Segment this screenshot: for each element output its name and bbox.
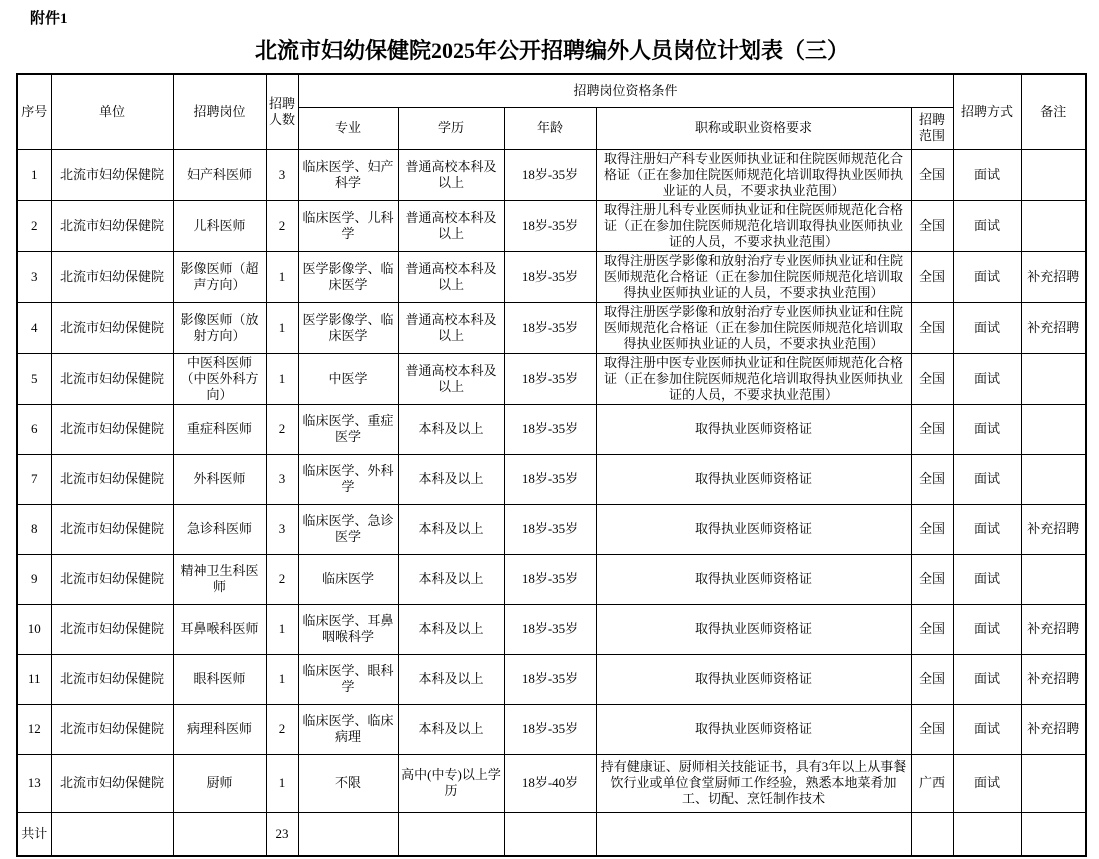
cell-remark: 补充招聘 [1021,654,1086,704]
cell-count: 3 [266,504,298,554]
cell-education: 本科及以上 [398,454,504,504]
cell-remark: 补充招聘 [1021,302,1086,353]
cell-major: 临床医学、外科学 [298,454,398,504]
table-row [17,604,1086,654]
cell-method: 面试 [953,454,1021,504]
cell-scope: 全国 [911,704,953,754]
header-qualification-group: 招聘岗位资格条件 [298,74,953,107]
cell-count: 3 [266,454,298,504]
total-row [17,812,1086,856]
cell-scope: 全国 [911,454,953,504]
cell-position: 外科医师 [173,454,266,504]
cell-scope: 全国 [911,654,953,704]
cell-age: 18岁-35岁 [504,504,596,554]
header-remark: 备注 [1021,74,1086,149]
cell-count: 2 [266,704,298,754]
cell-no: 2 [17,200,51,251]
cell-unit: 北流市妇幼保健院 [51,654,173,704]
cell-remark [1021,454,1086,504]
cell-scope: 全国 [911,353,953,404]
recruitment-plan-table [16,73,1087,857]
cell-method: 面试 [953,302,1021,353]
header-education: 学历 [398,107,504,149]
header-qualification: 职称或职业资格要求 [596,107,911,149]
cell-major: 中医学 [298,353,398,404]
cell-unit: 北流市妇幼保健院 [51,704,173,754]
header-unit: 单位 [51,74,173,149]
cell-unit: 北流市妇幼保健院 [51,504,173,554]
attachment-label: 附件1 [30,11,68,27]
total-method-empty [953,812,1021,856]
cell-major: 临床医学、临床病理 [298,704,398,754]
header-scope: 招聘范围 [911,107,953,149]
cell-qualification: 取得执业医师资格证 [596,454,911,504]
cell-scope: 广西 [911,754,953,812]
cell-qualification: 取得注册妇产科专业医师执业证和住院医师规范化合格证（正在参加住院医师规范化培训取得执业医师执业证的人员，不要求执业范围） [596,149,911,200]
table-row [17,251,1086,302]
cell-position: 儿科医师 [173,200,266,251]
cell-position: 厨师 [173,754,266,812]
cell-position: 眼科医师 [173,654,266,704]
cell-remark: 补充招聘 [1021,251,1086,302]
cell-major: 临床医学、急诊医学 [298,504,398,554]
cell-age: 18岁-35岁 [504,353,596,404]
total-count: 23 [266,812,298,856]
cell-position: 影像医师（放射方向） [173,302,266,353]
cell-qualification: 取得注册医学影像和放射治疗专业医师执业证和住院医师规范化合格证（正在参加住院医师规范化培训取得执业医师执业证的人员，不要求执业范围） [596,251,911,302]
cell-count: 1 [266,251,298,302]
cell-age: 18岁-35岁 [504,704,596,754]
header-method: 招聘方式 [953,74,1021,149]
total-major-empty [298,812,398,856]
cell-remark [1021,404,1086,454]
table-row [17,704,1086,754]
header-major: 专业 [298,107,398,149]
cell-no: 1 [17,149,51,200]
cell-scope: 全国 [911,504,953,554]
total-education-empty [398,812,504,856]
cell-position: 中医科医师（中医外科方向） [173,353,266,404]
cell-qualification: 取得注册医学影像和放射治疗专业医师执业证和住院医师规范化合格证（正在参加住院医师规范化培训取得执业医师执业证的人员，不要求执业范围） [596,302,911,353]
cell-position: 急诊科医师 [173,504,266,554]
cell-age: 18岁-35岁 [504,404,596,454]
cell-remark [1021,149,1086,200]
cell-method: 面试 [953,251,1021,302]
cell-no: 6 [17,404,51,454]
cell-position: 病理科医师 [173,704,266,754]
cell-age: 18岁-35岁 [504,251,596,302]
cell-unit: 北流市妇幼保健院 [51,554,173,604]
cell-qualification: 持有健康证、厨师相关技能证书，具有3年以上从事餐饮行业或单位食堂厨师工作经验，熟悉本地菜肴加工、切配、烹饪制作技术 [596,754,911,812]
table-footer [17,812,1086,856]
cell-education: 本科及以上 [398,654,504,704]
cell-remark: 补充招聘 [1021,504,1086,554]
table-header [17,74,1086,149]
cell-method: 面试 [953,754,1021,812]
cell-count: 1 [266,654,298,704]
cell-scope: 全国 [911,604,953,654]
cell-method: 面试 [953,654,1021,704]
table-row [17,754,1086,812]
table-row [17,353,1086,404]
cell-age: 18岁-35岁 [504,302,596,353]
cell-method: 面试 [953,404,1021,454]
cell-unit: 北流市妇幼保健院 [51,251,173,302]
total-label: 共计 [17,812,51,856]
cell-major: 临床医学、妇产科学 [298,149,398,200]
total-remark-empty [1021,812,1086,856]
cell-major: 医学影像学、临床医学 [298,251,398,302]
cell-scope: 全国 [911,251,953,302]
cell-position: 重症科医师 [173,404,266,454]
cell-age: 18岁-35岁 [504,454,596,504]
cell-position: 耳鼻喉科医师 [173,604,266,654]
cell-method: 面试 [953,149,1021,200]
cell-no: 12 [17,704,51,754]
cell-unit: 北流市妇幼保健院 [51,754,173,812]
cell-qualification: 取得注册儿科专业医师执业证和住院医师规范化合格证（正在参加住院医师规范化培训取得执业医师执业证的人员，不要求执业范围） [596,200,911,251]
cell-qualification: 取得执业医师资格证 [596,504,911,554]
cell-major: 临床医学、儿科学 [298,200,398,251]
cell-count: 2 [266,554,298,604]
table-row [17,404,1086,454]
cell-education: 本科及以上 [398,504,504,554]
cell-education: 普通高校本科及以上 [398,149,504,200]
cell-count: 1 [266,302,298,353]
cell-scope: 全国 [911,302,953,353]
cell-unit: 北流市妇幼保健院 [51,404,173,454]
cell-unit: 北流市妇幼保健院 [51,200,173,251]
cell-qualification: 取得执业医师资格证 [596,404,911,454]
cell-qualification: 取得执业医师资格证 [596,654,911,704]
cell-no: 8 [17,504,51,554]
cell-count: 2 [266,404,298,454]
cell-unit: 北流市妇幼保健院 [51,353,173,404]
cell-education: 普通高校本科及以上 [398,200,504,251]
cell-qualification: 取得注册中医专业医师执业证和住院医师规范化合格证（正在参加住院医师规范化培训取得执业医师执业证的人员，不要求执业范围） [596,353,911,404]
cell-position: 影像医师（超声方向） [173,251,266,302]
table-row [17,302,1086,353]
cell-unit: 北流市妇幼保健院 [51,454,173,504]
total-qualification-empty [596,812,911,856]
cell-no: 5 [17,353,51,404]
cell-qualification: 取得执业医师资格证 [596,554,911,604]
cell-count: 1 [266,604,298,654]
cell-unit: 北流市妇幼保健院 [51,302,173,353]
cell-age: 18岁-35岁 [504,200,596,251]
table-body [17,149,1086,812]
table-row [17,654,1086,704]
cell-remark: 补充招聘 [1021,604,1086,654]
cell-remark [1021,754,1086,812]
cell-remark [1021,353,1086,404]
header-position: 招聘岗位 [173,74,266,149]
cell-no: 13 [17,754,51,812]
cell-position: 妇产科医师 [173,149,266,200]
table-row [17,554,1086,604]
cell-unit: 北流市妇幼保健院 [51,149,173,200]
cell-education: 本科及以上 [398,554,504,604]
cell-count: 1 [266,353,298,404]
table-row [17,200,1086,251]
cell-qualification: 取得执业医师资格证 [596,704,911,754]
cell-scope: 全国 [911,404,953,454]
cell-method: 面试 [953,200,1021,251]
cell-remark [1021,554,1086,604]
total-unit-empty [51,812,173,856]
cell-count: 2 [266,200,298,251]
cell-qualification: 取得执业医师资格证 [596,604,911,654]
table-row [17,149,1086,200]
cell-major: 临床医学、眼科学 [298,654,398,704]
cell-major: 临床医学、耳鼻咽喉科学 [298,604,398,654]
cell-education: 普通高校本科及以上 [398,251,504,302]
page-title: 北流市妇幼保健院2025年公开招聘编外人员岗位计划表（三） [254,38,849,63]
cell-education: 本科及以上 [398,604,504,654]
cell-method: 面试 [953,504,1021,554]
cell-age: 18岁-35岁 [504,149,596,200]
cell-major: 临床医学、重症医学 [298,404,398,454]
cell-no: 10 [17,604,51,654]
cell-method: 面试 [953,353,1021,404]
total-age-empty [504,812,596,856]
cell-education: 本科及以上 [398,704,504,754]
cell-major: 不限 [298,754,398,812]
table-row [17,504,1086,554]
header-count: 招聘人数 [266,74,298,149]
cell-no: 7 [17,454,51,504]
cell-remark: 补充招聘 [1021,704,1086,754]
cell-scope: 全国 [911,149,953,200]
cell-major: 临床医学 [298,554,398,604]
cell-no: 4 [17,302,51,353]
cell-position: 精神卫生科医师 [173,554,266,604]
cell-remark [1021,200,1086,251]
cell-method: 面试 [953,704,1021,754]
cell-count: 1 [266,754,298,812]
cell-education: 普通高校本科及以上 [398,302,504,353]
cell-major: 医学影像学、临床医学 [298,302,398,353]
total-scope-empty [911,812,953,856]
total-position-empty [173,812,266,856]
cell-education: 普通高校本科及以上 [398,353,504,404]
cell-age: 18岁-35岁 [504,554,596,604]
cell-education: 本科及以上 [398,404,504,454]
cell-method: 面试 [953,554,1021,604]
header-age: 年龄 [504,107,596,149]
cell-no: 9 [17,554,51,604]
cell-age: 18岁-35岁 [504,654,596,704]
cell-unit: 北流市妇幼保健院 [51,604,173,654]
cell-age: 18岁-40岁 [504,754,596,812]
table-row [17,454,1086,504]
cell-method: 面试 [953,604,1021,654]
cell-no: 11 [17,654,51,704]
cell-no: 3 [17,251,51,302]
cell-scope: 全国 [911,200,953,251]
cell-education: 高中(中专)以上学历 [398,754,504,812]
cell-count: 3 [266,149,298,200]
header-no: 序号 [17,74,51,149]
cell-age: 18岁-35岁 [504,604,596,654]
cell-scope: 全国 [911,554,953,604]
